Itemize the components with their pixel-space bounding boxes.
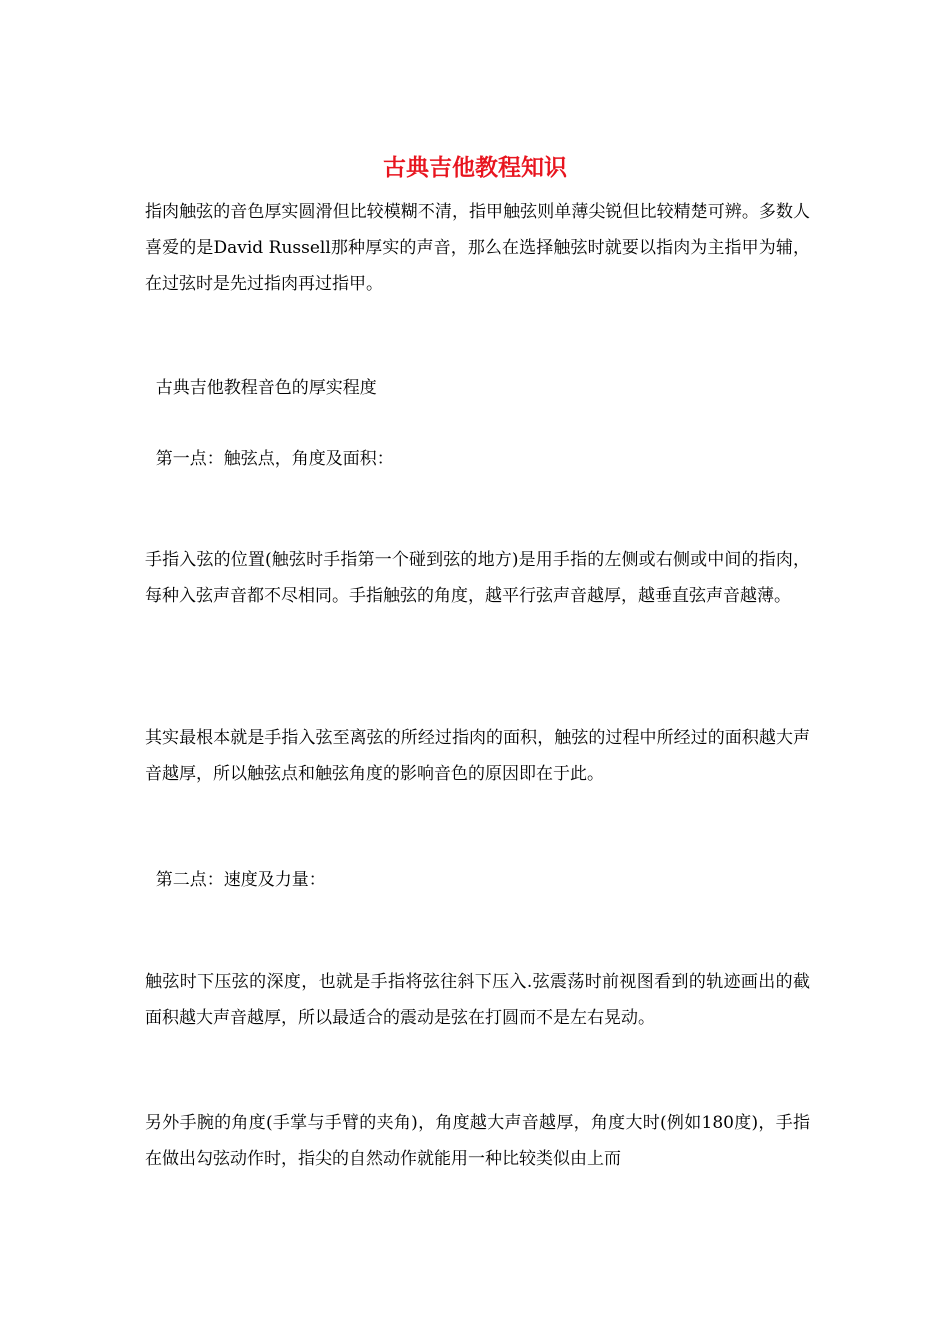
paragraph-wrist-angle: 另外手腕的角度(手掌与手臂的夹角)，角度越大声音越厚，角度大时(例如180度)，手指在做出勾弦动作时，指尖的自然动作就能用一种比较类似由上而 — [145, 1113, 810, 1169]
paragraph-contact-area: 其实最根本就是手指入弦至离弦的所经过指肉的面积，触弦的过程中所经过的面积越大声音越厚，所以触弦点和触弦角度的影响音色的原因即在于此。 — [145, 728, 810, 784]
section-heading-point-two: 第二点：速度及力量： — [145, 870, 326, 890]
document-title: 古典吉他教程知识 — [383, 154, 567, 181]
paragraph-press-depth: 触弦时下压弦的深度，也就是手指将弦往斜下压入.弦震荡时前视图看到的轨迹画出的截面积越大声音越厚，所以最适合的震动是弦在打圆而不是左右晃动。 — [145, 972, 810, 1028]
section-heading-point-one: 第一点：触弦点，角度及面积： — [145, 449, 394, 469]
paragraph-intro: 指肉触弦的音色厚实圆滑但比较模糊不清，指甲触弦则单薄尖锐但比较精楚可辨。多数人喜爱的是David Russell那种厚实的声音，那么在选择触弦时就要以指肉为主指甲为辅，在过弦时是先过指肉再过指甲。 — [145, 202, 810, 294]
paragraph-finger-position: 手指入弦的位置(触弦时手指第一个碰到弦的地方)是用手指的左侧或右侧或中间的指肉，每种入弦声音都不尽相同。手指触弦的角度，越平行弦声音越厚，越垂直弦声音越薄。 — [145, 550, 810, 606]
section-heading-tone: 古典吉他教程音色的厚实程度 — [145, 378, 377, 398]
